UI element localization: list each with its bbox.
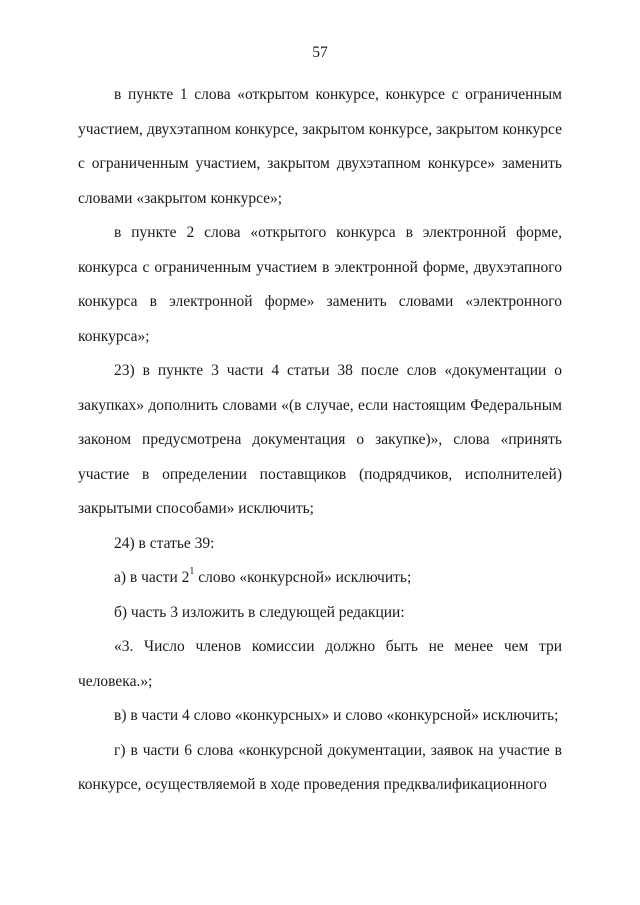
paragraph-item-v: в) в части 4 слово «конкурсных» и слово «конкурсной» исключить; <box>114 707 559 724</box>
paragraph-item-23: 23) в пункте 3 части 4 статьи 38 после слов «документации о закупках» дополнить словами «(в случае, если настоящим Федеральным законом предусмотрена документация о закупке)», слова «принять участие в определении поставщиков (подрядчиков, исполнителей) закрытыми способами» исключить; <box>78 362 562 517</box>
paragraph-punkt-2: в пункте 2 слова «открытого конкурса в электронной форме, конкурса с ограниченным участием в электронной форме, двухэтапного конкурса в электронной форме» заменить словами «электронного конкурса»; <box>78 224 562 345</box>
document-body <box>78 78 562 803</box>
paragraph-item-24: 24) в статье 39: <box>114 534 215 552</box>
item-a-superscript: 1 <box>189 565 195 577</box>
paragraph-punkt-1: в пункте 1 слова «открытом конкурсе, конкурсе с ограниченным участием, двухэтапном конкурсе, закрытом конкурсе, закрытом конкурсе с ограниченным участием, закрытом двухэтапном конкурсе» заменить словами «закрытом конкурсе»; <box>78 86 562 207</box>
item-a-text: а) в части 2 <box>114 569 190 586</box>
paragraph-item-a <box>78 561 562 596</box>
page-number: 57 <box>312 44 328 61</box>
paragraph-item-g: г) в части 6 слова «конкурсной документации, заявок на участие в конкурсе, осуществляемой в ходе проведения предквалификационного <box>78 741 562 793</box>
item-a-text-rest: слово «конкурсной» исключить; <box>194 569 412 586</box>
paragraph-quote-3: «3. Число членов комиссии должно быть не менее чем три человека.»; <box>78 638 562 690</box>
paragraph-item-b: б) часть 3 изложить в следующей редакции: <box>114 603 405 621</box>
